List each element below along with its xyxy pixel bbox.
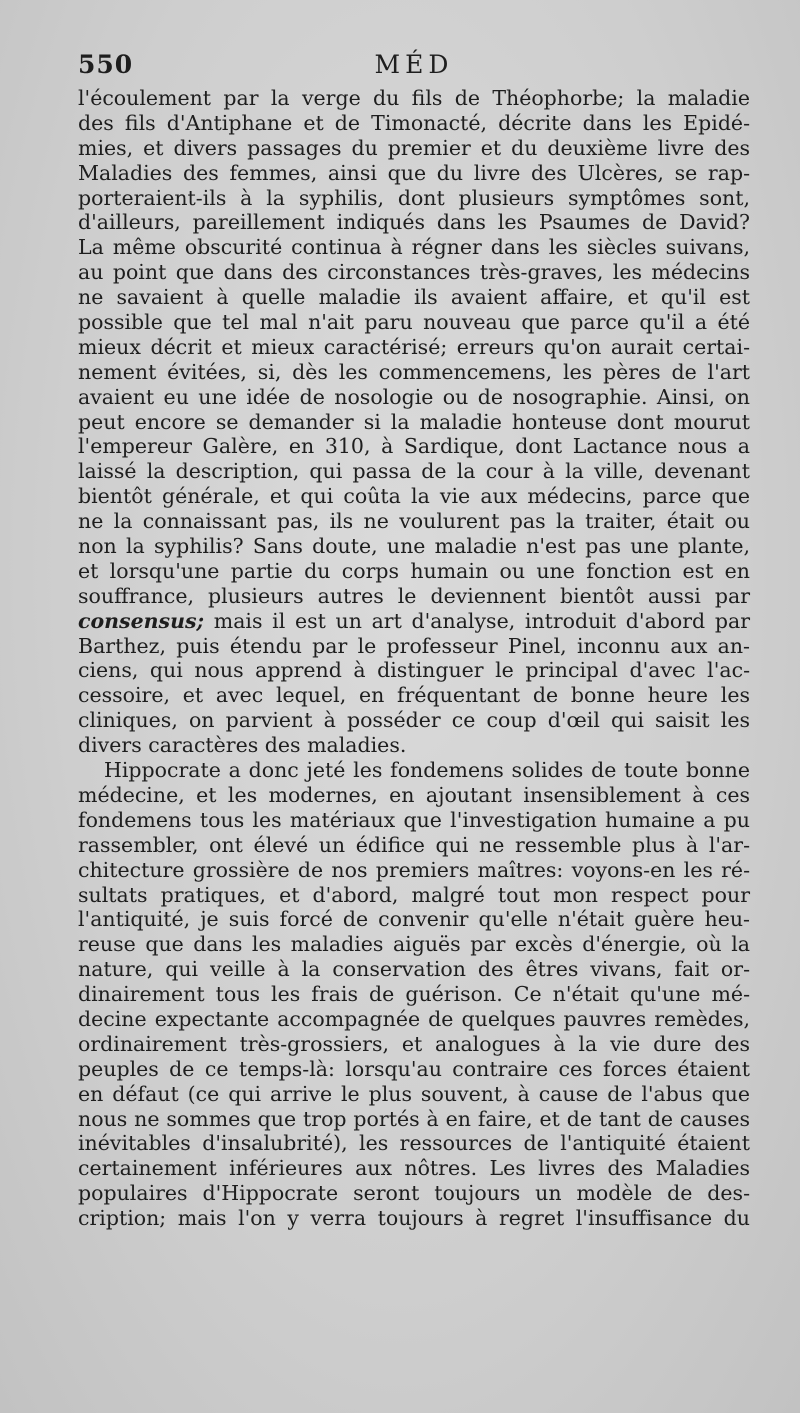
text-line: bientôt générale, et qui coûta la vie aux médecins, parce que — [78, 484, 750, 509]
text-line: reuse que dans les maladies aiguës par excès d'énergie, où la — [78, 932, 750, 957]
text-line: certainement inférieures aux nôtres. Les livres des Maladies — [78, 1156, 750, 1181]
text-line: l'antiquité, je suis forcé de convenir qu'elle n'était guère heu- — [78, 907, 750, 932]
text-line: des fils d'Antiphane et de Timonacté, décrite dans les Epidé- — [78, 110, 750, 135]
text-line: consensus; mais il est un art d'analyse, introduit d'abord par — [78, 608, 750, 633]
body-text — [78, 86, 750, 1231]
text-line: populaires d'Hippocrate seront toujours un modèle de des- — [78, 1181, 750, 1206]
text-line: médecine, et les modernes, en ajoutant insensiblement à ces — [78, 782, 750, 807]
text-line: Maladies des femmes, ainsi que du livre des Ulcères, se rap- — [78, 160, 750, 185]
text-line: Hippocrate a donc jeté les fondemens solides de toute bonne — [104, 758, 750, 783]
text-line: non la syphilis? Sans doute, une maladie n'est pas une plante, — [78, 534, 750, 559]
text-line: d'ailleurs, pareillement indiqués dans les Psaumes de David? — [78, 210, 750, 235]
text-line: fondemens tous les matériaux que l'investigation humaine a pu — [78, 807, 750, 832]
text-line: cessoire, et avec lequel, en fréquentant de bonne heure les — [78, 683, 750, 708]
text-line: et lorsqu'une partie du corps humain ou une fonction est en — [78, 558, 750, 583]
text-line: en défaut (ce qui arrive le plus souvent, à cause de l'abus que — [78, 1081, 750, 1106]
text-line: Barthez, puis étendu par le professeur Pinel, inconnu aux an- — [78, 633, 750, 658]
paragraph-1 — [78, 86, 750, 758]
text-line: divers caractères des maladies. — [78, 733, 407, 758]
text-line: avaient eu une idée de nosologie ou de nosographie. Ainsi, on — [78, 384, 750, 409]
page-header — [78, 50, 750, 84]
text-line: mies, et divers passages du premier et du deuxième livre des — [78, 135, 750, 160]
text-line: ne la connaissant pas, ils ne voulurent pas la traiter, était ou — [78, 509, 750, 534]
text-line: sultats pratiques, et d'abord, malgré tout mon respect pour — [78, 882, 750, 907]
text-line: l'écoulement par la verge du fils de Théophorbe; la maladie — [78, 86, 750, 110]
text-line: ne savaient à quelle maladie ils avaient affaire, et qu'il est — [78, 285, 750, 310]
text-line: cription; mais l'on y verra toujours à regret l'insuffisance du — [78, 1206, 750, 1231]
text-line: possible que tel mal n'ait paru nouveau que parce qu'il a été — [78, 310, 750, 335]
text-line: l'empereur Galère, en 310, à Sardique, dont Lactance nous a — [78, 434, 750, 459]
text-line: nous ne sommes que trop portés à en faire, et de tant de causes — [78, 1106, 750, 1131]
page-number: 550 — [78, 50, 134, 79]
text-line: dinairement tous les frais de guérison. Ce n'était qu'une mé- — [78, 982, 750, 1007]
text-line: laissé la description, qui passa de la cour à la ville, devenant — [78, 459, 750, 484]
text-line: chitecture grossière de nos premiers maîtres: voyons-en les ré- — [78, 857, 750, 882]
text-line: La même obscurité continua à régner dans les siècles suivans, — [78, 235, 750, 260]
text-line: rassembler, ont élevé un édifice qui ne ressemble plus à l'ar- — [78, 832, 750, 857]
text-line: porteraient-ils à la syphilis, dont plusieurs symptômes sont, — [78, 185, 750, 210]
paragraph-2 — [78, 758, 750, 1231]
text-line: souffrance, plusieurs autres le deviennent bientôt aussi par — [78, 583, 750, 608]
text-line: ciens, qui nous apprend à distinguer le principal d'avec l'ac- — [78, 658, 750, 683]
text-line: au point que dans des circonstances très-graves, les médecins — [78, 260, 750, 285]
running-head: MÉD — [374, 50, 454, 79]
text-line: peut encore se demander si la maladie honteuse dont mourut — [78, 409, 750, 434]
text-line: inévitables d'insalubrité), les ressources de l'antiquité étaient — [78, 1131, 750, 1156]
text-line: decine expectante accompagnée de quelques pauvres remèdes, — [78, 1006, 750, 1031]
text-line: cliniques, on parvient à posséder ce coup d'œil qui saisit les — [78, 708, 750, 733]
text-line: nement évitées, si, dès les commencemens, les pères de l'art — [78, 359, 750, 384]
text-line: nature, qui veille à la conservation des êtres vivans, fait or- — [78, 957, 750, 982]
text-line: peuples de ce temps-là: lorsqu'au contraire ces forces étaient — [78, 1056, 750, 1081]
text-line: mieux décrit et mieux caractérisé; erreurs qu'on aurait certai- — [78, 334, 750, 359]
text-line: ordinairement très-grossiers, et analogues à la vie dure des — [78, 1031, 750, 1056]
